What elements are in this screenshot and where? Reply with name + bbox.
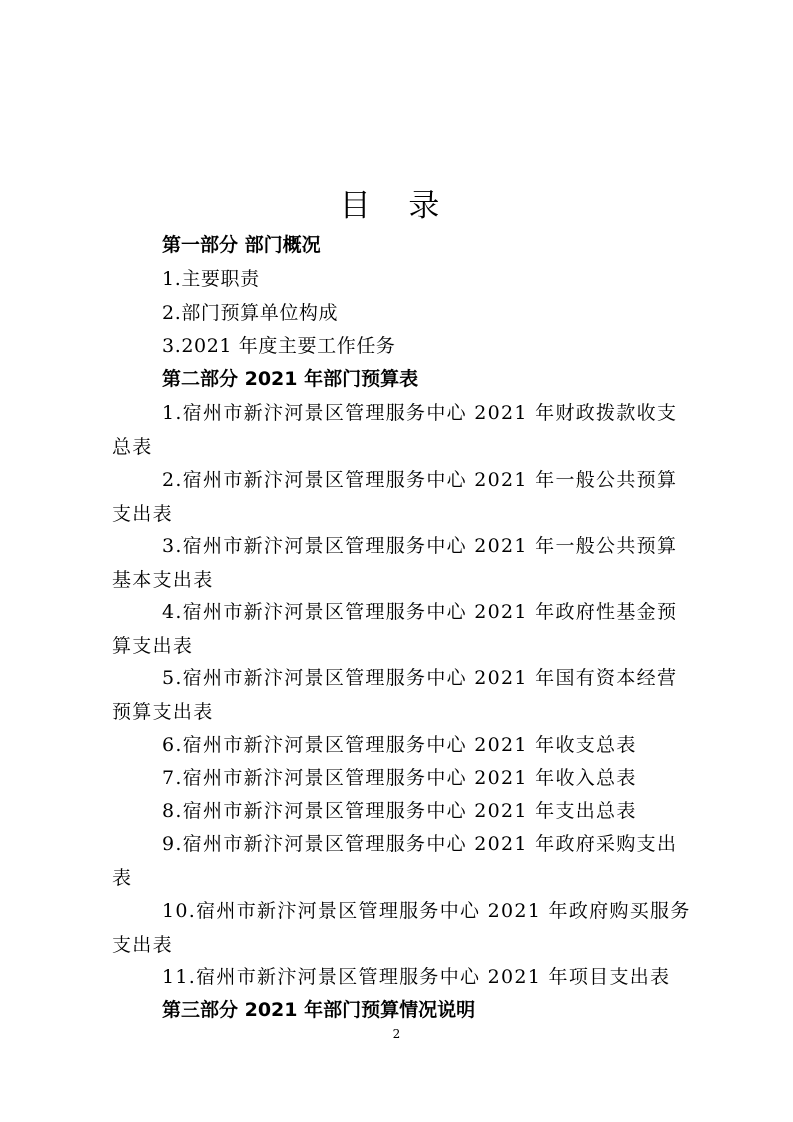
toc-entry: 6.宿州市新汴河景区管理服务中心 2021 年收支总表: [162, 734, 637, 756]
toc-entry-line2: 表: [112, 867, 133, 889]
toc-item: 3.2021 年度主要工作任务: [162, 335, 396, 357]
toc-entry-line2: 算支出表: [112, 635, 194, 657]
page-title: 目 录: [339, 188, 454, 224]
section-heading-part2: 第二部分 2021 年部门预算表: [162, 368, 419, 390]
toc-entry-line2: 基本支出表: [112, 569, 214, 591]
page-number: 2: [392, 1027, 401, 1041]
toc-entry-line1: 2.宿州市新汴河景区管理服务中心 2021 年一般公共预算: [162, 469, 678, 491]
toc-entry-line1: 9.宿州市新汴河景区管理服务中心 2021 年政府采购支出: [162, 833, 678, 855]
toc-entry-line2: 支出表: [112, 503, 173, 525]
toc-entry: 7.宿州市新汴河景区管理服务中心 2021 年收入总表: [162, 767, 637, 789]
toc-entry-line1: 5.宿州市新汴河景区管理服务中心 2021 年国有资本经营: [162, 667, 678, 689]
toc-entry-line1: 3.宿州市新汴河景区管理服务中心 2021 年一般公共预算: [162, 535, 678, 557]
toc-entry-line2: 支出表: [112, 934, 173, 956]
toc-item: 2.部门预算单位构成: [162, 302, 339, 324]
toc-entry-line2: 总表: [112, 436, 153, 458]
toc-entry-line1: 1.宿州市新汴河景区管理服务中心 2021 年财政拨款收支: [162, 402, 678, 424]
toc-entry-line1: 4.宿州市新汴河景区管理服务中心 2021 年政府性基金预: [162, 601, 678, 623]
toc-entry: 8.宿州市新汴河景区管理服务中心 2021 年支出总表: [162, 800, 637, 822]
section-heading-part1: 第一部分 部门概况: [162, 234, 321, 256]
toc-entry: 11.宿州市新汴河景区管理服务中心 2021 年项目支出表: [162, 966, 671, 988]
toc-entry-line2: 预算支出表: [112, 701, 214, 723]
toc-item: 1.主要职责: [162, 268, 260, 290]
section-heading-part3: 第三部分 2021 年部门预算情况说明: [162, 999, 476, 1021]
toc-entry-line1: 10.宿州市新汴河景区管理服务中心 2021 年政府购买服务: [162, 900, 691, 922]
